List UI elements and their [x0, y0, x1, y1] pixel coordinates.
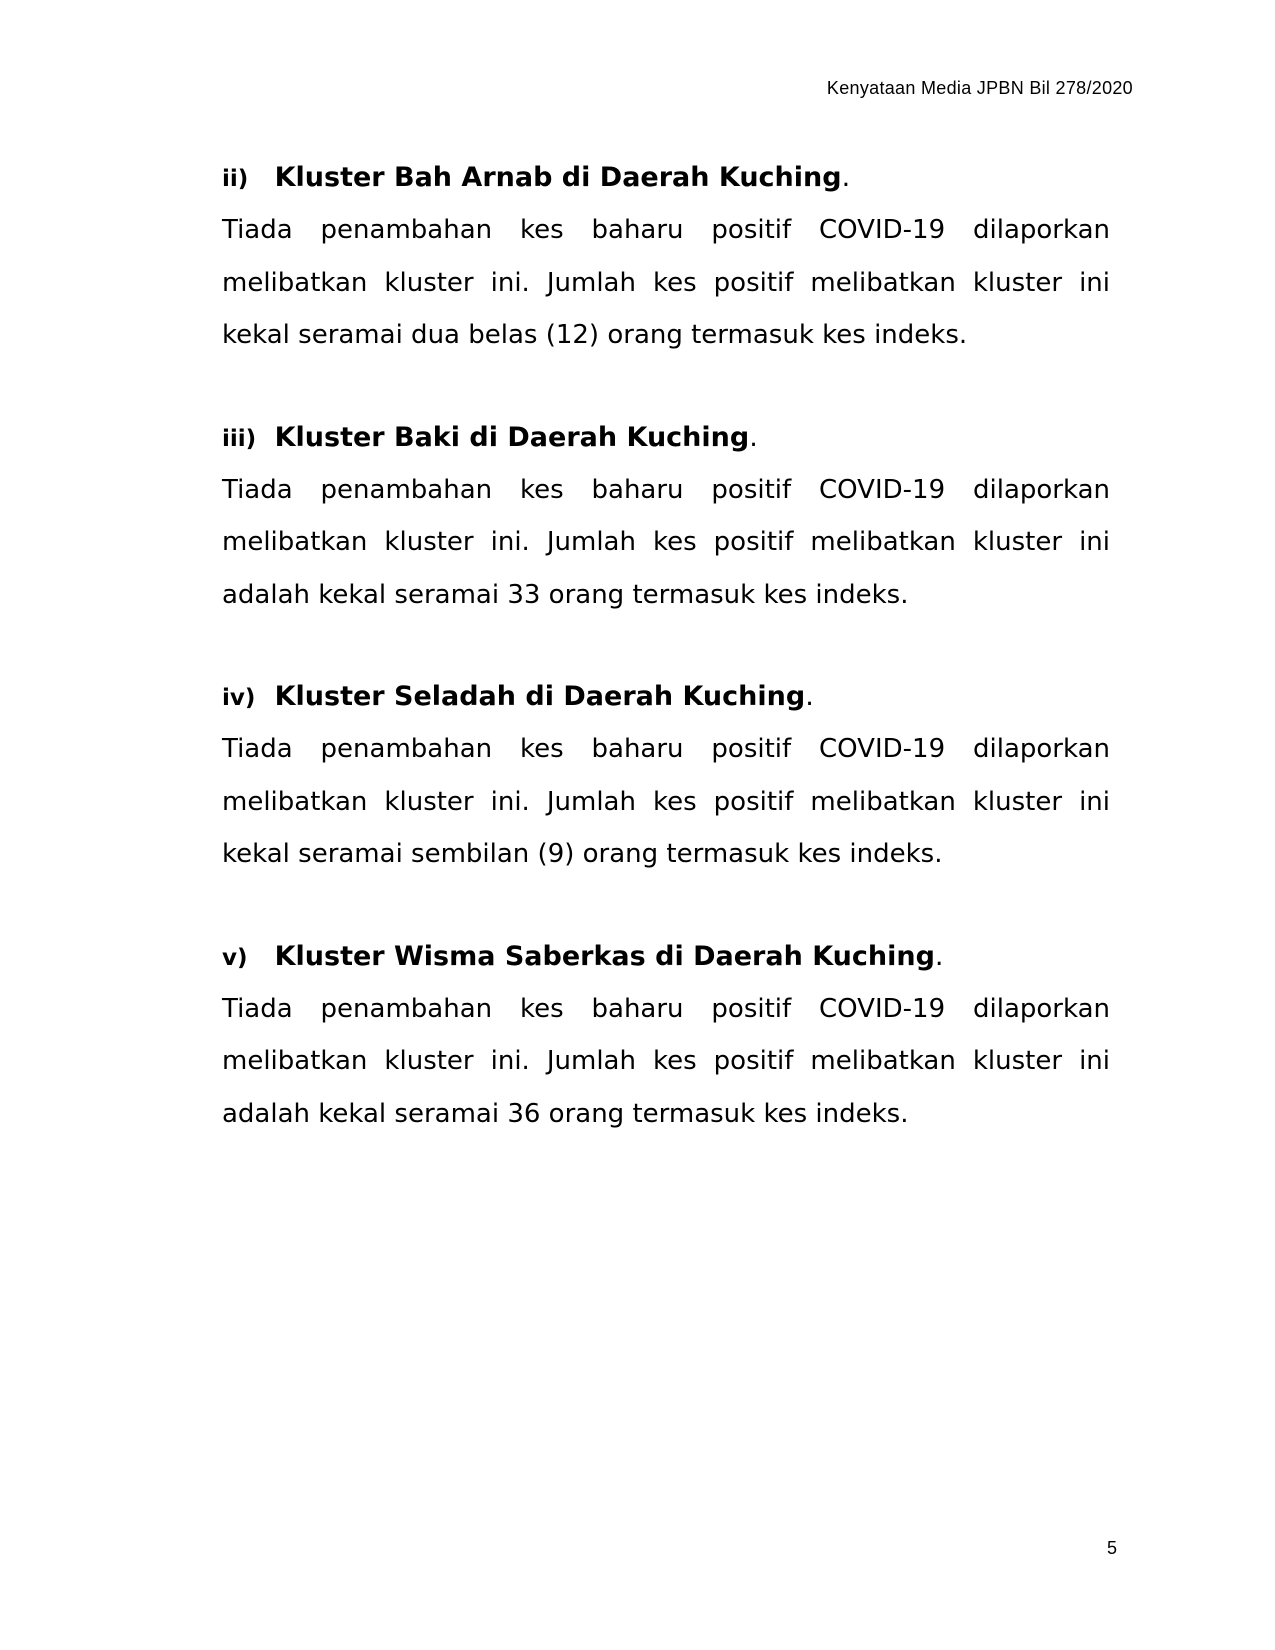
- section-title: Kluster Bah Arnab di Daerah Kuching: [274, 162, 842, 193]
- section-number: ii): [222, 166, 249, 192]
- section-heading: [222, 152, 1110, 204]
- section-heading: [222, 931, 1110, 983]
- cluster-section-bah-arnab: [222, 152, 1110, 362]
- cluster-section-seladah: [222, 671, 1110, 881]
- section-paragraph: Tiada penambahan kes baharu positif COVID-19 dilaporkan melibatkan kluster ini. Jumlah kes positif melibatkan kluster ini kekal seramai sembilan (9) orang termasuk kes indeks.: [222, 734, 1110, 869]
- section-title: Kluster Seladah di Daerah Kuching: [274, 681, 806, 712]
- cluster-section-baki: [222, 412, 1110, 622]
- section-number: v): [222, 944, 248, 971]
- section-title: Kluster Baki di Daerah Kuching: [274, 421, 750, 453]
- section-paragraph: Tiada penambahan kes baharu positif COVID-19 dilaporkan melibatkan kluster ini. Jumlah kes positif melibatkan kluster ini adalah kekal seramai 36 orang termasuk kes indeks.: [222, 993, 1110, 1129]
- section-title-punct: .: [934, 940, 944, 972]
- cluster-section-wisma-saberkas: [222, 931, 1110, 1141]
- section-title-punct: .: [749, 421, 758, 453]
- section-number: iii): [222, 425, 257, 452]
- section-heading: [222, 671, 1110, 723]
- document-body: [222, 152, 1110, 1190]
- section-heading: [222, 412, 1110, 464]
- section-title-punct: .: [805, 681, 814, 712]
- section-number: iv): [222, 685, 256, 711]
- page-number: 5: [1106, 1538, 1117, 1558]
- section-title-punct: .: [841, 162, 851, 193]
- section-paragraph: Tiada penambahan kes baharu positif COVID-19 dilaporkan melibatkan kluster ini. Jumlah kes positif melibatkan kluster ini kekal seramai dua belas (12) orang termasuk kes indeks.: [222, 215, 1110, 350]
- document-reference: Kenyataan Media JPBN Bil 278/2020: [826, 78, 1133, 98]
- section-paragraph: Tiada penambahan kes baharu positif COVID-19 dilaporkan melibatkan kluster ini. Jumlah kes positif melibatkan kluster ini adalah kekal seramai 33 orang termasuk kes indeks.: [222, 474, 1110, 610]
- section-title: Kluster Wisma Saberkas di Daerah Kuching: [274, 940, 935, 972]
